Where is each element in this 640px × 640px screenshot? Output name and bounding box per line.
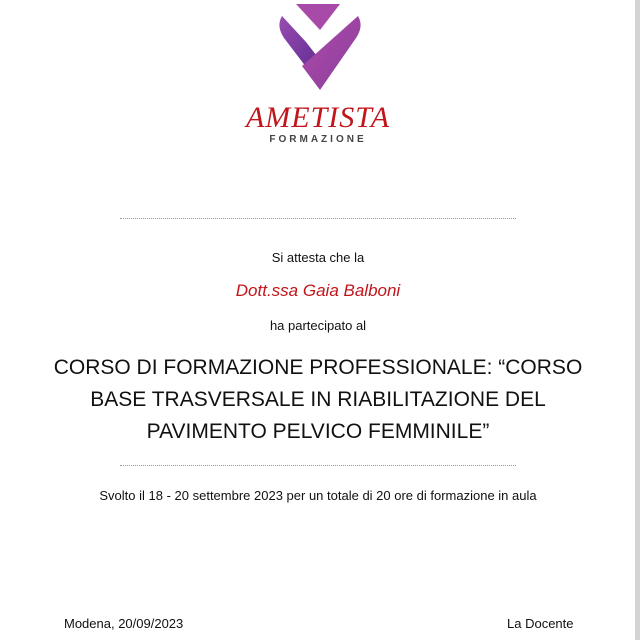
signature-role: La Docente bbox=[507, 616, 574, 631]
participation-text: ha partecipato al bbox=[269, 318, 367, 333]
divider bbox=[120, 465, 516, 466]
brand-tagline: FORMAZIONE bbox=[269, 134, 367, 145]
course-title bbox=[0, 352, 636, 448]
course-title-line: CORSO DI FORMAZIONE PROFESSIONALE: “CORSO bbox=[53, 356, 583, 379]
course-details: Svolto il 18 - 20 settembre 2023 per un totale di 20 ore di formazione in aula bbox=[99, 488, 537, 503]
intro-text: Si attesta che la bbox=[271, 250, 365, 265]
recipient-name: Dott.ssa Gaia Balboni bbox=[235, 281, 401, 300]
brand-name: AMETISTA bbox=[245, 101, 391, 134]
ametista-logo-icon bbox=[276, 2, 364, 94]
course-title-line: PAVIMENTO PELVICO FEMMINILE” bbox=[146, 420, 490, 443]
divider bbox=[120, 218, 516, 219]
place-date: Modena, 20/09/2023 bbox=[64, 616, 184, 631]
course-title-line: BASE TRASVERSALE IN RIABILITAZIONE DEL bbox=[90, 388, 546, 411]
